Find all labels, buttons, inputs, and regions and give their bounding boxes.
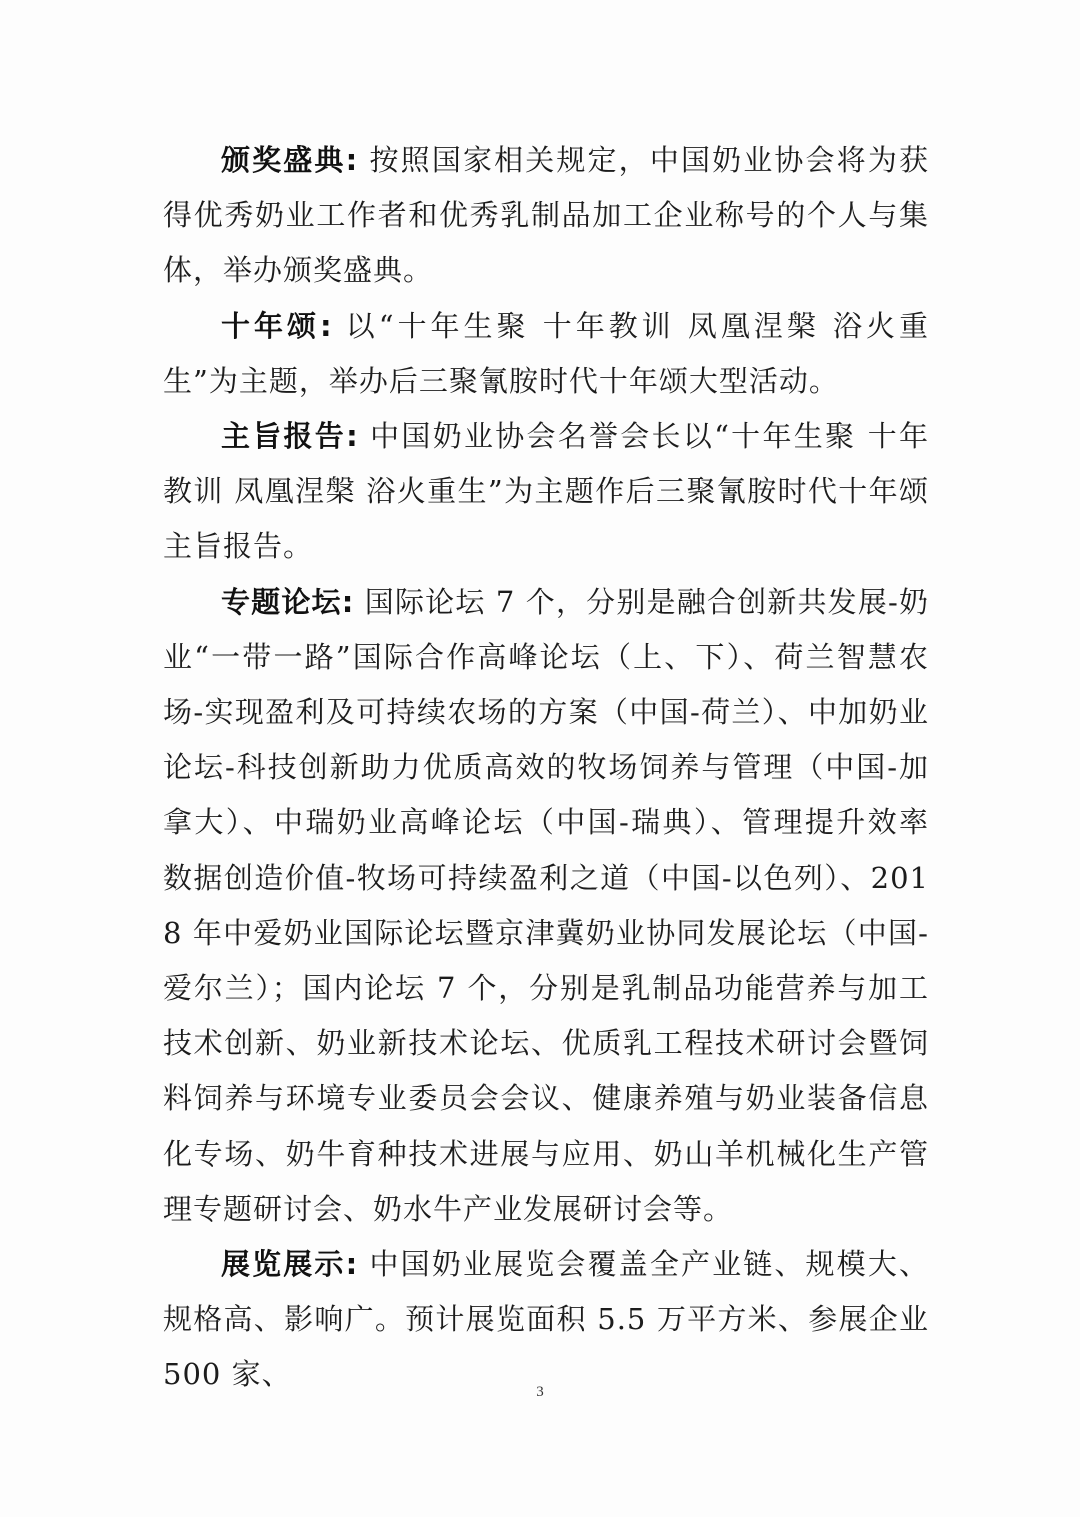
paragraph-keynote-report — [163, 409, 929, 575]
paragraph-award-ceremony — [163, 133, 929, 299]
paragraph-label: 展览展示: — [221, 1247, 359, 1282]
paragraph-text: 国际论坛 7 个，分别是融合创新共发展-奶业“一带一路”国际合作高峰论坛（上、下）、荷兰智慧农场-实现盈利及可持续农场的方案（中国-荷兰）、中加奶业论坛-科技创新助力优质高效的牧场饲养与管理（中国-加拿大）、中瑞奶业高峰论坛（中国-瑞典）、管理提升效率 数据创造价值-牧场可持续盈利之道（中国-以色列）、2018 年中爱奶业国际论坛暨京津冀奶业协同发展论坛（中国-爱尔兰）；国内论坛 7 个，分别是乳制品功能营养与加工技术创新、奶业新技术论坛、优质乳工程技术研讨会暨饲料饲养与环境专业委员会会议、健康养殖与奶业装备信息化专场、奶牛育种技术进展与应用、奶山羊机械化生产管理专题研讨会、奶水牛产业发展研讨会等。 — [163, 584, 930, 1226]
paragraph-label: 主旨报告: — [221, 419, 359, 454]
page-number: 3 — [536, 1384, 544, 1400]
paragraph-label: 十年颂: — [221, 308, 333, 343]
paragraph-label: 专题论坛: — [221, 584, 355, 619]
paragraph-special-forums — [163, 575, 929, 1237]
paragraph-text: 中国奶业展览会覆盖全产业链、规模大、规格高、影响广。预计展览面积 5.5 万平方米、参展企业 500 家、 — [163, 1247, 929, 1392]
paragraph-text: 以“十年生聚 十年教训 凤凰涅槃 浴火重生”为主题，举办后三聚氰胺时代十年颂大型活动。 — [163, 308, 929, 398]
paragraph-ten-year-ode — [163, 299, 929, 409]
paragraph-exhibition — [163, 1237, 929, 1403]
paragraph-text: 中国奶业协会名誉会长以“十年生聚 十年教训 凤凰涅槃 浴火重生”为主题作后三聚氰胺时代十年颂主旨报告。 — [163, 419, 929, 564]
paragraph-label: 颁奖盛典: — [221, 143, 359, 177]
paragraph-text: 按照国家相关规定，中国奶业协会将为获得优秀奶业工作者和优秀乳制品加工企业称号的个人与集体，举办颁奖盛典。 — [163, 143, 929, 288]
document-body — [163, 133, 929, 1403]
